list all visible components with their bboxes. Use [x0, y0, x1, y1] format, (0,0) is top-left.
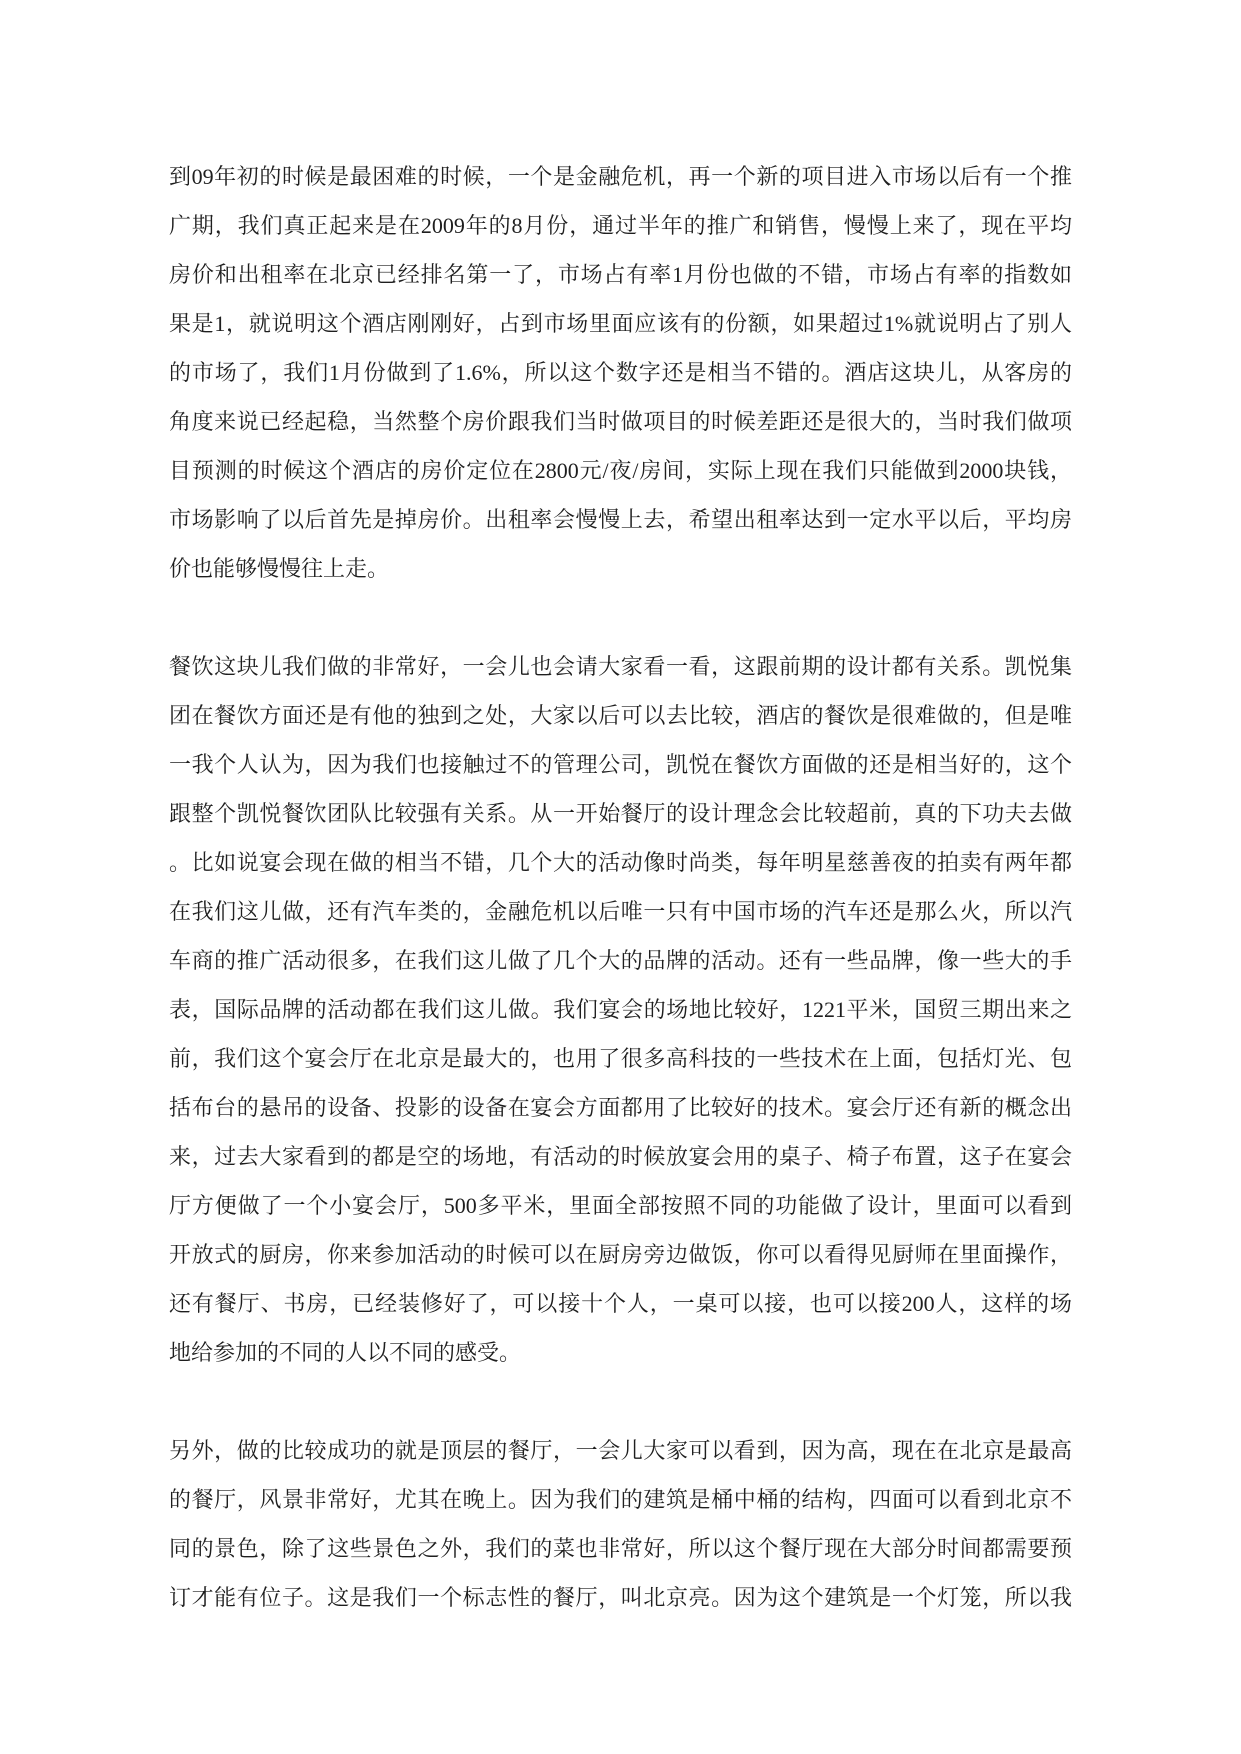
paragraph: [169, 152, 1072, 593]
text-line: 到09年初的时候是最困难的时候，一个是金融危机，再一个新的项目进入市场以后有一个推: [169, 164, 1072, 189]
text-line: 目预测的时候这个酒店的房价定位在2800元/夜/房间，实际上现在我们只能做到2000块钱，: [169, 458, 1072, 483]
text-line: 跟整个凯悦餐饮团队比较强有关系。从一开始餐厅的设计理念会比较超前，真的下功夫去做: [169, 801, 1072, 826]
text-line: 餐饮这块儿我们做的非常好，一会儿也会请大家看一看，这跟前期的设计都有关系。凯悦集: [169, 654, 1072, 679]
text-line: 车商的推广活动很多，在我们这儿做了几个大的品牌的活动。还有一些品牌，像一些大的手: [169, 948, 1072, 973]
text-line: 在我们这儿做，还有汽车类的，金融危机以后唯一只有中国市场的汽车还是那么火，所以汽: [169, 899, 1072, 924]
text-line: 厅方便做了一个小宴会厅，500多平米，里面全部按照不同的功能做了设计，里面可以看到: [169, 1193, 1072, 1218]
text-line: 市场影响了以后首先是掉房价。出租率会慢慢上去，希望出租率达到一定水平以后，平均房: [169, 507, 1072, 532]
text-line: 前，我们这个宴会厅在北京是最大的，也用了很多高科技的一些技术在上面，包括灯光、包: [169, 1046, 1072, 1071]
document-content: [169, 152, 1072, 1622]
text-line: 。比如说宴会现在做的相当不错，几个大的活动像时尚类，每年明星慈善夜的拍卖有两年都: [169, 850, 1072, 875]
text-line: 来，过去大家看到的都是空的场地，有活动的时候放宴会用的桌子、椅子布置，这子在宴会: [169, 1144, 1072, 1169]
text-line: 的市场了，我们1月份做到了1.6%，所以这个数字还是相当不错的。酒店这块儿，从客房的: [169, 360, 1072, 385]
text-line: 地给参加的不同的人以不同的感受。: [169, 1340, 522, 1365]
text-line: 果是1，就说明这个酒店刚刚好，占到市场里面应该有的份额，如果超过1%就说明占了别人: [169, 311, 1072, 336]
paragraph: [169, 1426, 1072, 1622]
text-line: 订才能有位子。这是我们一个标志性的餐厅，叫北京亮。因为这个建筑是一个灯笼，所以我: [169, 1585, 1072, 1610]
paragraph: [169, 642, 1072, 1377]
text-line: 广期，我们真正起来是在2009年的8月份，通过半年的推广和销售，慢慢上来了，现在平均: [169, 213, 1072, 238]
text-line: 表，国际品牌的活动都在我们这儿做。我们宴会的场地比较好，1221平米，国贸三期出来之: [169, 997, 1072, 1022]
text-line: 另外，做的比较成功的就是顶层的餐厅，一会儿大家可以看到，因为高，现在在北京是最高: [169, 1438, 1072, 1463]
text-line: 同的景色，除了这些景色之外，我们的菜也非常好，所以这个餐厅现在大部分时间都需要预: [169, 1536, 1072, 1561]
text-line: 还有餐厅、书房，已经装修好了，可以接十个人，一桌可以接，也可以接200人，这样的场: [169, 1291, 1072, 1316]
text-line: 价也能够慢慢往上走。: [169, 556, 390, 581]
text-line: 的餐厅，风景非常好，尤其在晚上。因为我们的建筑是桶中桶的结构，四面可以看到北京不: [169, 1487, 1072, 1512]
text-line: 房价和出租率在北京已经排名第一了，市场占有率1月份也做的不错，市场占有率的指数如: [169, 262, 1072, 287]
text-line: 括布台的悬吊的设备、投影的设备在宴会方面都用了比较好的技术。宴会厅还有新的概念出: [169, 1095, 1072, 1120]
text-line: 角度来说已经起稳，当然整个房价跟我们当时做项目的时候差距还是很大的，当时我们做项: [169, 409, 1072, 434]
text-line: 开放式的厨房，你来参加活动的时候可以在厨房旁边做饭，你可以看得见厨师在里面操作，: [169, 1242, 1072, 1267]
text-line: 一我个人认为，因为我们也接触过不的管理公司，凯悦在餐饮方面做的还是相当好的，这个: [169, 752, 1072, 777]
text-line: 团在餐饮方面还是有他的独到之处，大家以后可以去比较，酒店的餐饮是很难做的，但是唯: [169, 703, 1072, 728]
